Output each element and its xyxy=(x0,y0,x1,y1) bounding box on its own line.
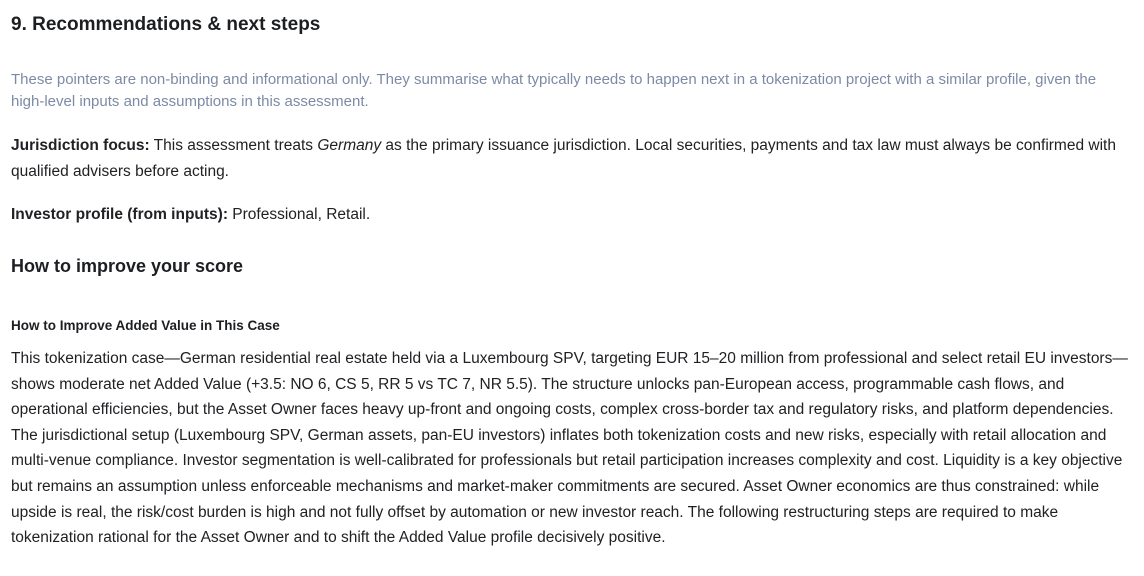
jurisdiction-focus-text-after: as the primary issuance jurisdiction. Local securities, payments and tax law must always be confirmed with qualified advisers before acting. xyxy=(11,137,1116,180)
jurisdiction-focus-label: Jurisdiction focus: xyxy=(11,137,150,154)
jurisdiction-focus-paragraph xyxy=(11,133,1133,185)
improve-added-value-subheading: How to Improve Added Value in This Case xyxy=(11,318,280,333)
disclaimer-text: These pointers are non-binding and informational only. They summarise what typically needs to happen next in a tokenization project with a similar profile, given the high-level inputs and assumptions in this assessment. xyxy=(11,71,1097,110)
investor-profile-value: Professional, Retail. xyxy=(228,206,371,223)
investor-profile-label: Investor profile (from inputs): xyxy=(11,206,228,223)
jurisdiction-country: Germany xyxy=(317,137,382,154)
improve-added-value-body: This tokenization case—German residential real estate held via a Luxembourg SPV, targeting EUR 15–20 million from professional and select retail EU investors—shows moderate net Added Value (+3.5: NO 6, CS 5, RR 5 vs TC 7, NR 5.5). The structure unlocks pan-European access, programmable cash flows, and operational efficiencies, but the Asset Owner faces heavy up-front and ongoing costs, complex cross-border tax and regulatory risks, and platform dependencies. The jurisdictional setup (Luxembourg SPV, German assets, pan-EU investors) inflates both tokenization costs and new risks, especially with retail allocation and multi-venue compliance. Investor segmentation is well-calibrated for professionals but retail participation increases complexity and cost. Liquidity is a key objective but remains an assumption unless enforceable mechanisms and market-maker commitments are secured. Asset Owner economics are thus constrained: while upside is real, the risk/cost burden is high and not fully offset by automation or new investor reach. The following restructuring steps are required to make tokenization rational for the Asset Owner and to shift the Added Value profile decisively positive. xyxy=(11,350,1128,547)
jurisdiction-focus-text-before: This assessment treats xyxy=(149,137,318,154)
improve-score-heading: How to improve your score xyxy=(11,256,244,276)
investor-profile-paragraph xyxy=(11,202,1133,228)
section-title: 9. Recommendations & next steps xyxy=(11,14,321,35)
